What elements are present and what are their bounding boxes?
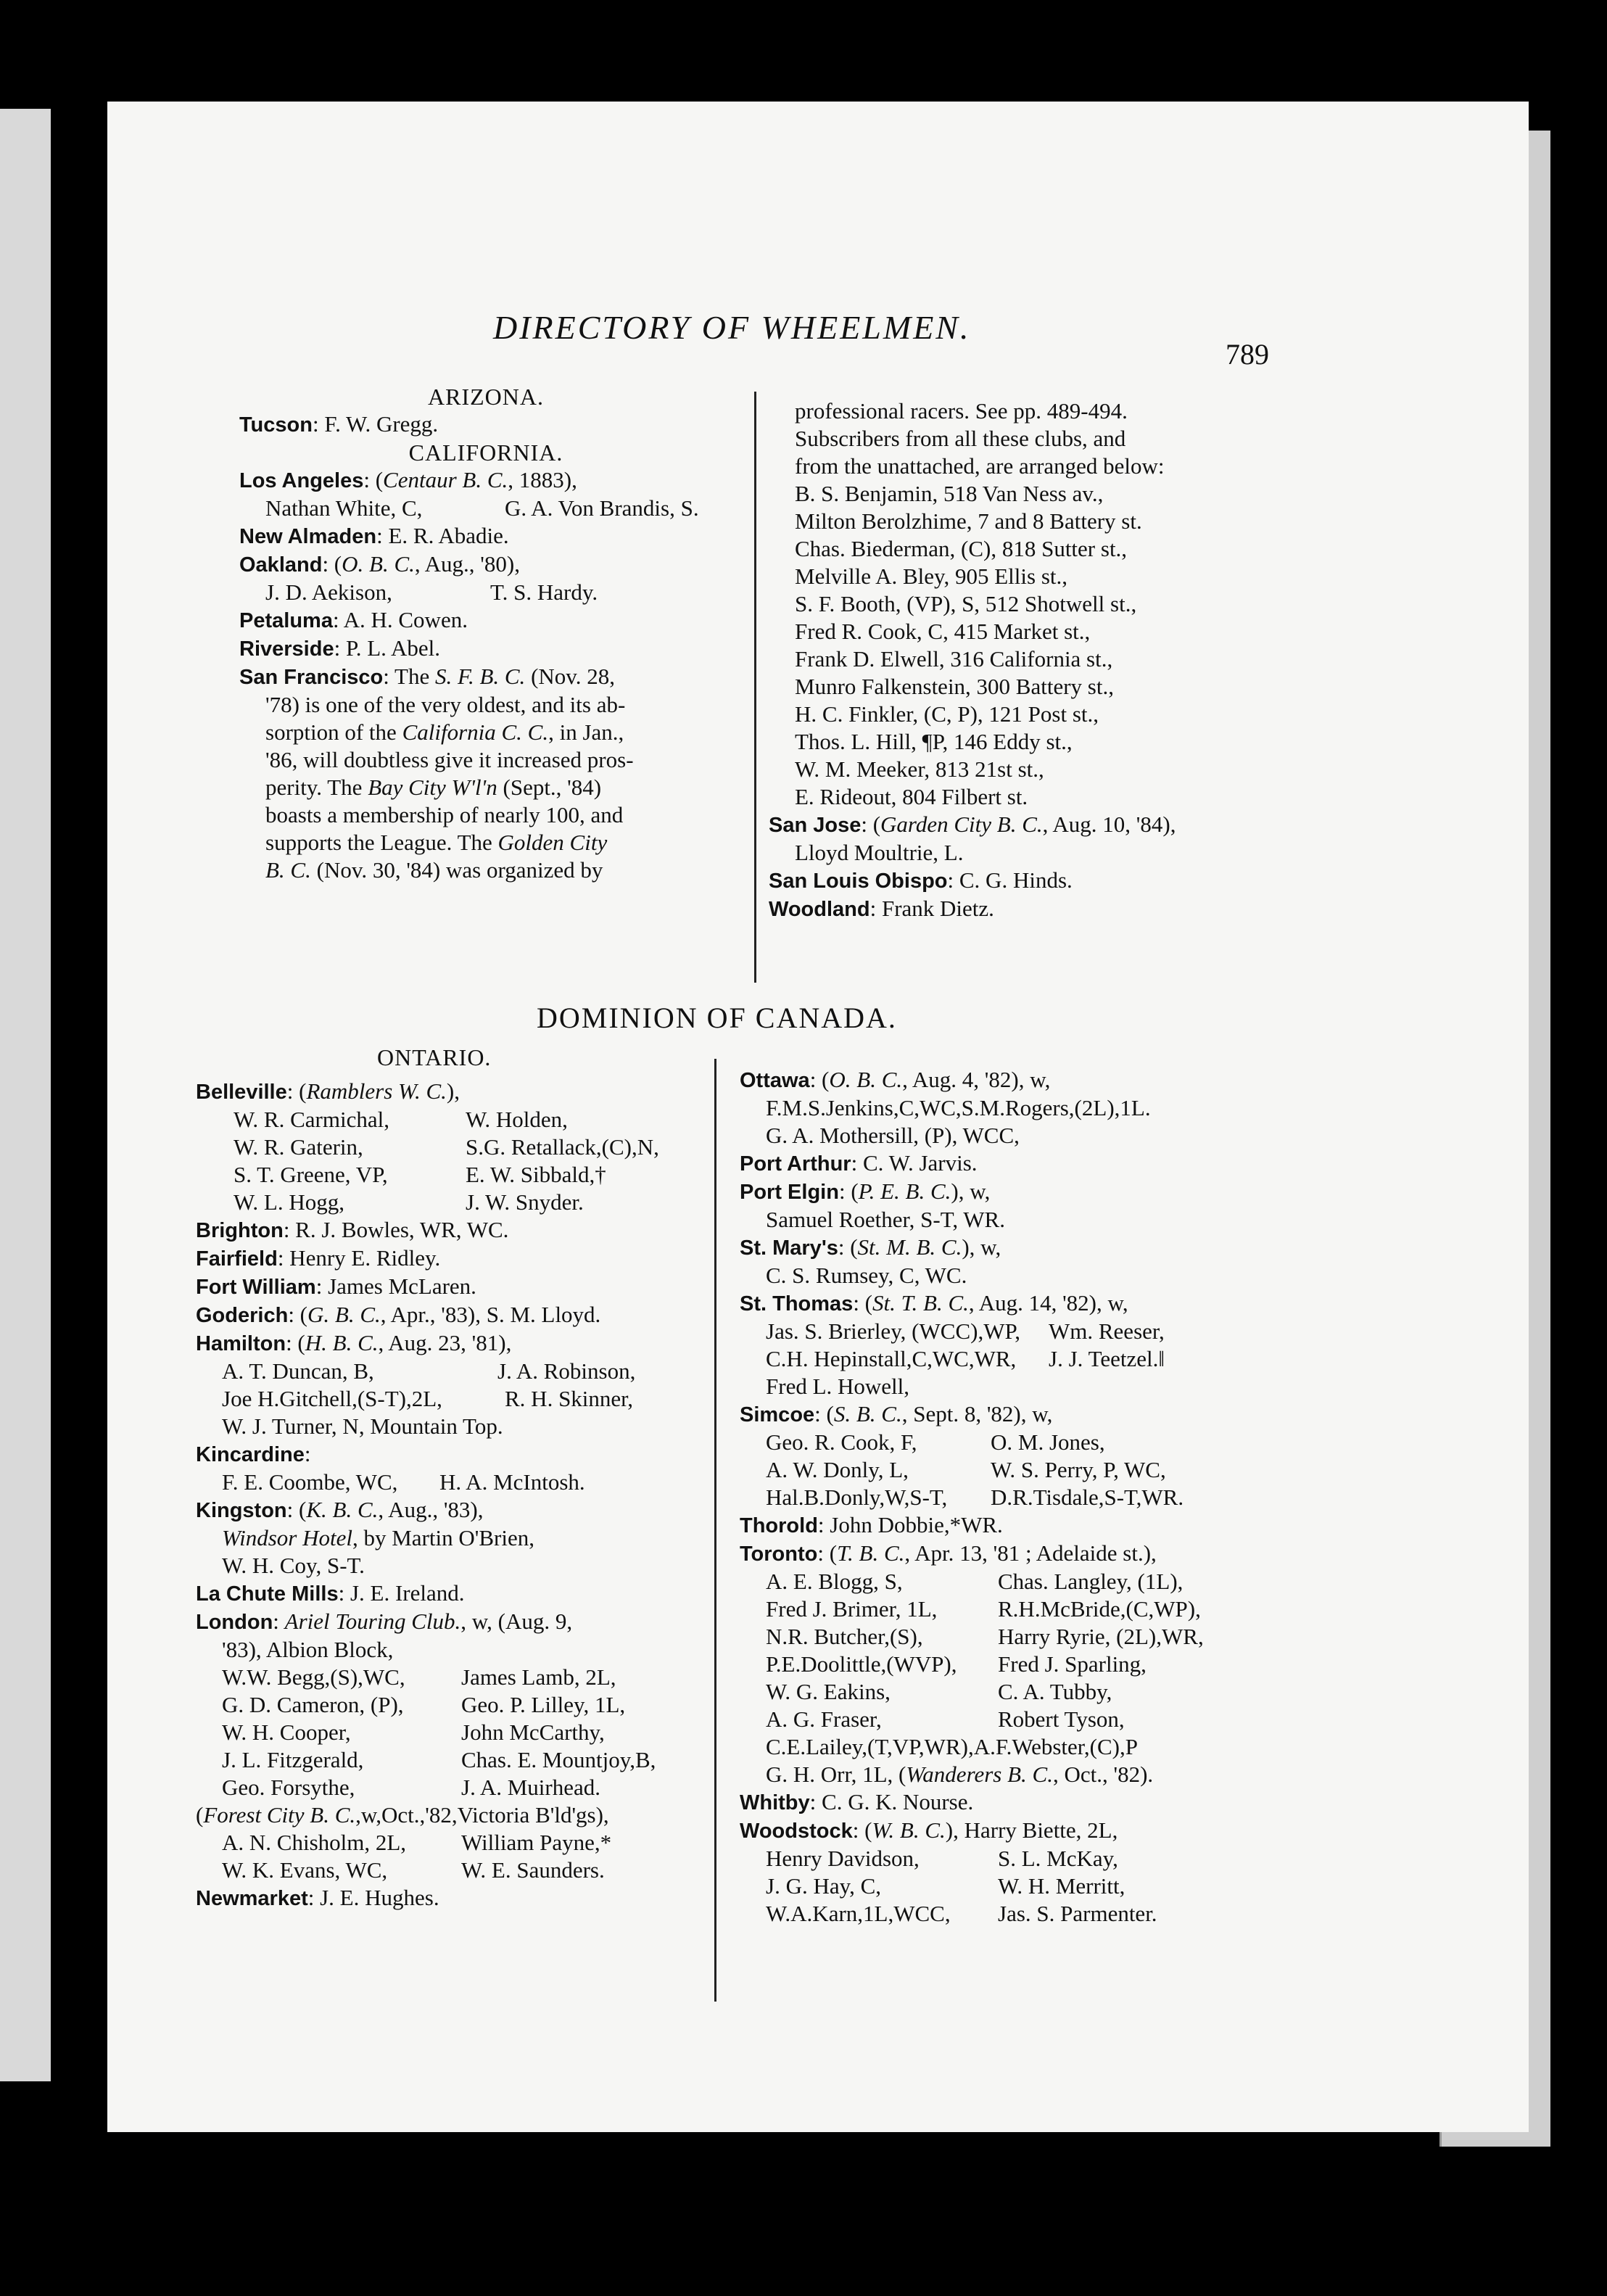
entry-text: : E. R. Abadie. [376, 523, 509, 548]
club-name: S. B. C. [833, 1401, 902, 1426]
place-name: Goderich [196, 1304, 289, 1327]
entry-text: , Aug. 4, '82), w, [902, 1067, 1051, 1092]
previous-page-edge [0, 109, 51, 2081]
member-name: J. D. Aekison, [265, 579, 392, 605]
subscriber-line: Fred R. Cook, C, 415 Market st., [795, 619, 1091, 644]
member-row [196, 1469, 725, 1496]
member-name: Wm. Reeser, [1049, 1318, 1165, 1344]
place-name: Toronto [740, 1543, 818, 1566]
member-name: W. S. Perry, P, WC, [991, 1457, 1166, 1482]
entry-whitby [740, 1788, 1305, 1817]
entry-text: : ( [814, 1401, 834, 1426]
club-name: W. B. C. [872, 1817, 946, 1843]
entry-st-thomas [740, 1289, 1305, 1318]
member-row [196, 1358, 725, 1385]
entry-text: , Sept. 8, '82), w, [901, 1401, 1053, 1426]
member-name: W. E. Saunders. [461, 1857, 605, 1883]
member-name: A. T. Duncan, B, [222, 1358, 374, 1384]
member-name: S. T. Greene, VP, [234, 1162, 388, 1187]
member-row [196, 1189, 725, 1216]
member-name: A. E. Blogg, S, [766, 1569, 903, 1594]
place-name: Thorold [740, 1514, 818, 1537]
hotel-name: Windsor Hotel [222, 1525, 352, 1550]
entry-text: : John Dobbie,*WR. [817, 1512, 1003, 1537]
entry-text: : ( [286, 1330, 305, 1355]
entry-text: : ( [286, 1497, 307, 1522]
member-name: W. R. Gaterin, [234, 1134, 363, 1160]
paragraph-line: '78) is one of the very oldest, and its ab- [265, 692, 626, 717]
subscriber-line: Milton Berolzhime, 7 and 8 Battery st. [795, 508, 1142, 534]
member-name: Chas. Langley, (1L), [998, 1569, 1183, 1594]
member-row [740, 1872, 1305, 1900]
entry-kingston [196, 1496, 725, 1524]
club-name: Bay City W'l'n [368, 775, 497, 800]
member-name: John McCarthy, [461, 1719, 605, 1745]
entry-text: : ( [809, 1067, 830, 1092]
member-name: E. W. Sibbald,† [466, 1162, 606, 1187]
place-name: Woodland [769, 898, 870, 921]
entry-text: ( [196, 1802, 204, 1828]
entry-text: : Frank Dietz. [869, 896, 994, 921]
entry-text: , in Jan., [548, 719, 624, 745]
member-row [740, 1345, 1305, 1373]
place-name: Ottawa [740, 1069, 810, 1092]
entry-text: perity. The [265, 775, 368, 800]
entry-ottawa [740, 1066, 1305, 1094]
member-row [740, 1595, 1305, 1623]
entry-text: : A. H. Cowen. [332, 607, 468, 632]
entry-text: : ( [817, 1540, 838, 1566]
member-row [196, 1719, 725, 1746]
place-name: Port Arthur [740, 1152, 851, 1176]
entry-goderich [196, 1301, 725, 1329]
place-name: Los Angeles [239, 469, 364, 492]
paragraph-line: Subscribers from all these clubs, and [795, 426, 1126, 451]
member-row [740, 1678, 1305, 1706]
club-name: St. T. B. C. [872, 1290, 969, 1316]
heading-dominion-of-canada: DOMINION OF CANADA. [537, 1002, 897, 1034]
place-name: Brighton [196, 1219, 284, 1242]
entry-text: : James McLaren. [315, 1273, 476, 1299]
member-name: W. R. Carmichal, [234, 1107, 389, 1132]
entry-text: (Nov. 28, [525, 664, 616, 689]
club-name: Centaur B. C. [383, 467, 508, 492]
subscriber-line: H. C. Finkler, (C, P), 121 Post st., [795, 701, 1099, 727]
member-row [196, 1774, 725, 1801]
entry-petaluma [239, 606, 732, 635]
paragraph-line [239, 774, 732, 801]
place-name: Fairfield [196, 1247, 278, 1271]
member-name: O. M. Jones, [991, 1429, 1105, 1455]
member-row [740, 1706, 1305, 1733]
place-name: St. Mary's [740, 1236, 838, 1260]
member-row [196, 1524, 725, 1552]
paragraph-line [239, 856, 732, 884]
member-name: Jas. S. Brierley, (WCC),WP, [766, 1318, 1021, 1344]
place-name: Tucson [239, 413, 313, 437]
member-row [740, 1484, 1305, 1511]
place-name: San Francisco [239, 666, 384, 689]
place-name: San Louis Obispo [769, 870, 948, 893]
member-name: C. A. Tubby, [998, 1679, 1112, 1704]
member-name: W.A.Karn,1L,WCC, [766, 1901, 951, 1926]
member-name: Geo. Forsythe, [222, 1775, 355, 1800]
place-name: Newmarket [196, 1887, 308, 1910]
club-name: T. B. C. [837, 1540, 905, 1566]
entry-text: : C. G. K. Nourse. [809, 1789, 974, 1814]
entry-san-louis-obispo [769, 867, 1291, 895]
member-name: Henry Davidson, [766, 1846, 920, 1871]
member-row [196, 1691, 725, 1719]
paragraph-line: professional racers. See pp. 489-494. [795, 398, 1128, 424]
entry-text: ,w,Oct.,'82,Victoria B'ld'gs), [355, 1802, 609, 1828]
member-name: Geo. R. Cook, F, [766, 1429, 917, 1455]
member-name: Hal.B.Donly,W,S-T, [766, 1484, 948, 1510]
entry-text: : J. E. Hughes. [307, 1885, 439, 1910]
subscriber-line: E. Rideout, 804 Filbert st. [795, 784, 1028, 809]
club-name: Ariel Touring Club. [284, 1609, 461, 1634]
entry-thorold [740, 1511, 1305, 1540]
member-name: A. G. Fraser, [766, 1706, 882, 1732]
place-name: Petaluma [239, 609, 333, 632]
club-name: California C. C. [402, 719, 549, 745]
entry-st-marys [740, 1234, 1305, 1262]
member-name: A. W. Donly, L, [766, 1457, 909, 1482]
member-name: T. S. Hardy. [490, 579, 598, 605]
member-name: J. A. Muirhead. [461, 1775, 601, 1800]
entry-text: ), w, [962, 1234, 1001, 1260]
member-name: Fred J. Brimer, 1L, [766, 1596, 938, 1622]
paragraph-line: boasts a membership of nearly 100, and [265, 802, 624, 827]
page-number: 789 [1226, 338, 1269, 371]
entry-oakland [239, 550, 732, 579]
entry-text: (Sept., '84) [497, 775, 602, 800]
member-name: F. E. Coombe, WC, [222, 1469, 398, 1495]
club-name: G. B. C. [307, 1302, 381, 1327]
entry-text: , Aug. 23, '81), [378, 1330, 512, 1355]
entry-text: ), [446, 1078, 460, 1104]
column-california [239, 383, 732, 884]
entry-tucson [239, 410, 732, 439]
member-row [740, 1429, 1305, 1456]
entry-hamilton [196, 1329, 725, 1358]
entry-text: : C. W. Jarvis. [851, 1150, 978, 1176]
place-name: New Almaden [239, 525, 377, 548]
entry-new-almaden [239, 522, 732, 550]
subscriber-line: Frank D. Elwell, 316 California st., [795, 646, 1113, 672]
club-name: Golden City [497, 830, 608, 855]
subscriber-line: Chas. Biederman, (C), 818 Sutter st., [795, 536, 1128, 561]
member-row [740, 1568, 1305, 1595]
entry-text: G. H. Orr, 1L, ( [766, 1762, 906, 1787]
club-name: Forest City B. C. [203, 1802, 356, 1828]
heading-arizona: ARIZONA. [428, 384, 544, 410]
entry-text: supports the League. The [265, 830, 498, 855]
entry-text: , Aug., '83), [378, 1497, 484, 1522]
club-name: O. B. C. [342, 551, 415, 577]
place-name: Riverside [239, 637, 334, 661]
member-name: D.R.Tisdale,S-T,WR. [991, 1484, 1184, 1510]
place-name: London [196, 1611, 273, 1634]
entry-text: : ( [288, 1302, 307, 1327]
entry-text: (Nov. 30, '84) was organized by [310, 857, 603, 883]
club-name: P. E. B. C. [858, 1178, 951, 1204]
entry-text: : ( [322, 551, 342, 577]
member-name: W. K. Evans, WC, [222, 1857, 388, 1883]
entry-text: : R. J. Bowles, WR, WC. [283, 1217, 509, 1242]
club-name: H. B. C. [305, 1330, 379, 1355]
club-name: Garden City B. C. [880, 812, 1043, 837]
member-row [740, 1623, 1305, 1651]
member-name: Nathan White, C, [265, 495, 423, 521]
entry-london [196, 1608, 725, 1636]
member-name: P.E.Doolittle,(WVP), [766, 1651, 957, 1677]
entry-text: : F. W. Gregg. [312, 411, 439, 437]
entry-text: , Aug. 14, '82), w, [968, 1290, 1128, 1316]
member-row: G. A. Mothersill, (P), WCC, [766, 1123, 1020, 1148]
entry-text: sorption of the [265, 719, 402, 745]
entry-text: : Henry E. Ridley. [277, 1245, 441, 1271]
member-row [740, 1318, 1305, 1345]
entry-text: : [273, 1609, 285, 1634]
heading-california: CALIFORNIA. [408, 439, 563, 466]
member-name: W.W. Begg,(S),WC, [222, 1664, 405, 1690]
column-san-francisco-subscribers [769, 397, 1291, 923]
place-name: Port Elgin [740, 1181, 839, 1204]
member-row [196, 1385, 725, 1413]
entry-text: , Apr. 13, '81 ; Adelaide st.), [904, 1540, 1157, 1566]
entry-text: : ( [861, 812, 881, 837]
entry-port-arthur [740, 1149, 1305, 1178]
member-row [196, 1106, 725, 1133]
place-name: San Jose [769, 814, 862, 837]
member-name: A. N. Chisholm, 2L, [222, 1830, 407, 1855]
place-name: Fort William [196, 1276, 316, 1299]
page-title: DIRECTORY OF WHEELMEN. [493, 309, 971, 346]
entry-london-forest-city [196, 1801, 725, 1829]
place-name: Kingston [196, 1499, 287, 1522]
member-row [740, 1900, 1305, 1928]
member-name: Jas. S. Parmenter. [998, 1901, 1157, 1926]
member-name: H. A. McIntosh. [439, 1469, 585, 1495]
entry-text: , by Martin O'Brien, [352, 1525, 534, 1550]
entry-text: , w, (Aug. 9, [460, 1609, 573, 1634]
entry-woodland [769, 895, 1291, 923]
entry-text: : ( [286, 1078, 307, 1104]
member-row [196, 1133, 725, 1161]
entry-fairfield [196, 1244, 725, 1273]
place-name: Hamilton [196, 1332, 286, 1355]
paragraph-line: '83), Albion Block, [222, 1637, 394, 1662]
member-name: W. L. Hogg, [234, 1189, 344, 1215]
column-ontario-right [740, 1066, 1305, 1928]
member-name: R. H. Skinner, [505, 1386, 634, 1411]
paragraph-line [239, 719, 732, 746]
entry-newmarket [196, 1884, 725, 1912]
entry-text: : ( [363, 467, 384, 492]
paragraph-line: '86, will doubtless give it increased pros- [265, 747, 634, 772]
heading-ontario: ONTARIO. [377, 1044, 492, 1070]
subscriber-line: Munro Falkenstein, 300 Battery st., [795, 674, 1114, 699]
entry-text: , Aug. 10, '84), [1042, 812, 1176, 837]
member-row: W. H. Coy, S-T. [222, 1553, 365, 1578]
entry-la-chute-mills [196, 1579, 725, 1608]
club-name: St. M. B. C. [857, 1234, 962, 1260]
place-name: Kincardine [196, 1443, 305, 1466]
member-name: G. D. Cameron, (P), [222, 1692, 404, 1717]
entry-los-angeles [239, 466, 732, 495]
member-name: Chas. E. Mountjoy,B, [461, 1747, 656, 1772]
entry-text: : [304, 1441, 311, 1466]
subscriber-line: B. S. Benjamin, 518 Van Ness av., [795, 481, 1104, 506]
subscriber-line: Thos. L. Hill, ¶P, 146 Eddy st., [795, 729, 1073, 754]
member-row [196, 1161, 725, 1189]
member-row [740, 1845, 1305, 1872]
place-name: St. Thomas [740, 1292, 854, 1316]
member-name: J. G. Hay, C, [766, 1873, 882, 1899]
place-name: Oakland [239, 553, 323, 577]
entry-text: : P. L. Abel. [334, 635, 440, 661]
subscriber-line: W. M. Meeker, 813 21st st., [795, 756, 1044, 782]
club-name: B. C. [265, 857, 311, 883]
member-row [239, 495, 732, 522]
entry-san-francisco [239, 663, 732, 691]
entry-fort-william [196, 1273, 725, 1301]
column-rule-top [754, 392, 756, 983]
member-name: J. A. Robinson, [497, 1358, 636, 1384]
member-row [239, 579, 732, 606]
member-row [196, 1664, 725, 1691]
subscriber-line: Melville A. Bley, 905 Ellis st., [795, 563, 1068, 589]
entry-text: , Aug., '80), [414, 551, 520, 577]
member-name: Harry Ryrie, (2L),WR, [998, 1624, 1204, 1649]
place-name: Belleville [196, 1081, 287, 1104]
entry-text: : ( [853, 1290, 872, 1316]
member-row [196, 1746, 725, 1774]
entry-text: : C. G. Hinds. [947, 867, 1073, 893]
club-name: Ramblers W. C. [306, 1078, 447, 1104]
member-row: Lloyd Moultrie, L. [795, 840, 964, 865]
member-row: F.M.S.Jenkins,C,WC,S.M.Rogers,(2L),1L. [766, 1095, 1151, 1120]
entry-belleville [196, 1078, 725, 1106]
subscriber-line: S. F. Booth, (VP), S, 512 Shotwell st., [795, 591, 1137, 616]
entry-woodstock [740, 1817, 1305, 1845]
member-row [740, 1651, 1305, 1678]
entry-text: : The [383, 664, 435, 689]
member-row [196, 1857, 725, 1884]
member-row: Fred L. Howell, [766, 1374, 910, 1399]
member-name: J. W. Snyder. [466, 1189, 584, 1215]
member-name: C.H. Hepinstall,C,WC,WR, [766, 1346, 1017, 1371]
member-name: William Payne,* [461, 1830, 612, 1855]
entry-port-elgin [740, 1178, 1305, 1206]
place-name: Woodstock [740, 1820, 853, 1843]
entry-text: , Apr., '83), S. M. Lloyd. [380, 1302, 601, 1327]
member-name: N.R. Butcher,(S), [766, 1624, 923, 1649]
member-name: James Lamb, 2L, [461, 1664, 616, 1690]
club-name: S. F. B. C. [435, 664, 526, 689]
member-row: C.E.Lailey,(T,VP,WR),A.F.Webster,(C),P [766, 1734, 1138, 1759]
entry-toronto [740, 1540, 1305, 1568]
member-name: W. H. Merritt, [998, 1873, 1125, 1899]
member-row: C. S. Rumsey, C, WC. [766, 1263, 967, 1288]
entry-text: ), w, [951, 1178, 991, 1204]
entry-text: : ( [838, 1234, 858, 1260]
member-row [196, 1829, 725, 1857]
entry-text: , Oct., '82). [1052, 1762, 1154, 1787]
place-name: Whitby [740, 1791, 810, 1814]
entry-brighton [196, 1216, 725, 1244]
member-name: W. H. Cooper, [222, 1719, 351, 1745]
member-name: Robert Tyson, [998, 1706, 1125, 1732]
entry-simcoe [740, 1400, 1305, 1429]
entry-text: ), Harry Biette, 2L, [945, 1817, 1118, 1843]
member-name: G. A. Von Brandis, S. [505, 495, 699, 521]
paragraph-line [239, 829, 732, 856]
member-name: W. Holden, [466, 1107, 568, 1132]
club-name: K. B. C. [306, 1497, 379, 1522]
entry-text: : ( [852, 1817, 872, 1843]
entry-riverside [239, 635, 732, 663]
member-name: Geo. P. Lilley, 1L, [461, 1692, 626, 1717]
member-name: Fred J. Sparling, [998, 1651, 1147, 1677]
member-name: W. G. Eakins, [766, 1679, 891, 1704]
member-name: J. L. Fitzgerald, [222, 1747, 364, 1772]
place-name: Simcoe [740, 1403, 815, 1426]
member-row [740, 1761, 1305, 1788]
entry-text: : ( [838, 1178, 859, 1204]
paragraph-line: from the unattached, are arranged below: [795, 453, 1165, 479]
member-row: W. J. Turner, N, Mountain Top. [222, 1413, 503, 1439]
member-name: Joe H.Gitchell,(S-T),2L, [222, 1386, 442, 1411]
member-name: R.H.McBride,(C,WP), [998, 1596, 1201, 1622]
member-name: S.G. Retallack,(C),N, [466, 1134, 659, 1160]
member-name: S. L. McKay, [998, 1846, 1118, 1871]
entry-text: : J. E. Ireland. [338, 1580, 465, 1606]
member-name: J. J. Teetzel.‖ [1049, 1346, 1165, 1371]
member-row: Samuel Roether, S-T, WR. [766, 1207, 1005, 1232]
entry-text: , 1883), [508, 467, 577, 492]
column-ontario-left [196, 1078, 725, 1912]
place-name: La Chute Mills [196, 1582, 339, 1606]
member-row [740, 1456, 1305, 1484]
entry-san-jose [769, 811, 1291, 839]
club-name: O. B. C. [829, 1067, 903, 1092]
club-name: Wanderers B. C. [906, 1762, 1053, 1787]
entry-kincardine [196, 1440, 725, 1469]
